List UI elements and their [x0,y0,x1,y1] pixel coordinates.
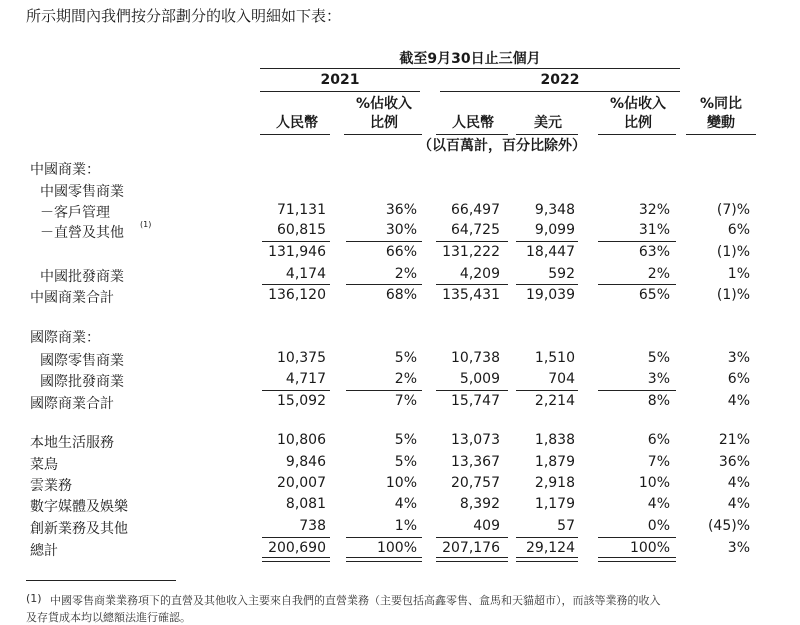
subtotal-underline [516,537,578,538]
col-rmb-2021: 人民幣 [276,115,318,131]
cell-value: 18,447 [526,244,575,260]
cell-value: 4,174 [285,266,326,282]
col-pct-2022-rule [598,134,676,135]
year-2021-rule [260,91,420,92]
subtotal-underline [516,284,578,285]
row-label: 中國商業合計 [30,290,114,306]
cell-value: 63% [638,244,670,260]
cell-value: 66% [385,244,417,260]
double-underline [262,557,330,562]
cell-value: 131,222 [442,244,500,260]
col-yoy [686,95,756,133]
cell-value: 100% [376,540,417,556]
cell-value: 2,918 [534,475,575,491]
subtotal-underline [346,241,422,242]
cell-value: 2% [647,266,670,282]
cell-value: 4,209 [459,266,500,282]
row-label: 菜鳥 [30,457,58,473]
cell-value: 9,846 [285,454,326,470]
cell-value: 15,747 [451,393,500,409]
row-label: 中國零售商業 [40,184,124,200]
cell-value: 4% [394,496,417,512]
subtotal-underline [436,284,508,285]
table-row [0,325,800,346]
cell-value: 3% [727,350,750,366]
intro-text: 所示期間內我們按分部劃分的收入明細如下表： [26,7,342,25]
cell-value: 4% [727,393,750,409]
subtotal-underline [598,537,676,538]
cell-value: 1,179 [534,496,575,512]
cell-value: 1% [727,266,750,282]
subtotal-underline [346,537,422,538]
table-row [0,200,800,221]
cell-value: 1,879 [534,454,575,470]
cell-value: 65% [638,287,670,303]
footnote-marker: (1) [26,592,42,605]
cell-value: 5% [394,454,417,470]
cell-value: 738 [299,518,326,534]
cell-value: (45)% [707,518,750,534]
cell-value: 8% [647,393,670,409]
subtotal-underline [262,390,330,391]
double-underline [598,557,676,562]
subtotal-underline [598,390,676,391]
cell-value: 6% [647,432,670,448]
cell-value: 4,717 [285,371,326,387]
cell-value: 66,497 [451,202,500,218]
cell-value: 2,214 [534,393,575,409]
cell-value: 7% [647,454,670,470]
period-rule [260,68,680,69]
cell-value: 7% [394,393,417,409]
cell-value: 2% [394,371,417,387]
cell-value: 5% [394,350,417,366]
cell-value: 1,510 [534,350,575,366]
col-pct-2022-text: %佔收入 比例 [609,96,667,131]
subtotal-underline [436,390,508,391]
cell-value: 4% [727,475,750,491]
year-2022: 2022 [540,72,580,88]
row-label: 國際商業合計 [30,396,114,412]
table-row [0,430,800,451]
subtotal-underline [262,537,330,538]
row-label: 中國批發商業 [40,269,124,285]
col-usd-2022-rule [516,134,578,135]
cell-value: 15,092 [277,393,326,409]
row-label: 本地生活服務 [30,435,114,451]
cell-value: 10,806 [277,432,326,448]
cell-value: 10,375 [277,350,326,366]
footnote-line-1: 中國零售商業業務項下的直營及其他收入主要來自我們的直營業務（主要包括高鑫零售、盒馬和天貓超市），而該等業務的收入 [50,594,661,607]
subtotal-underline [516,241,578,242]
table-row [0,179,800,200]
col-pct-2022 [600,95,676,133]
table-row [0,264,800,285]
table-row [0,348,800,369]
cell-value: 10% [385,475,417,491]
cell-value: 8,392 [459,496,500,512]
cell-value: 207,176 [442,540,500,556]
double-underline [436,557,508,562]
subtotal-underline [262,241,330,242]
row-label: 國際批發商業 [40,374,124,390]
cell-value: (7)% [716,202,750,218]
year-2022-rule [440,91,680,92]
row-label: 總計 [30,543,58,559]
cell-value: 1,838 [534,432,575,448]
cell-value: 8,081 [285,496,326,512]
cell-value: 9,348 [534,202,575,218]
table-row [0,494,800,515]
units-note: （以百萬計，百分比除外） [418,138,586,154]
col-pct-2021-text: %佔收入 比例 [355,96,413,131]
row-label: 數字媒體及娛樂 [30,499,128,515]
cell-value: 10,738 [451,350,500,366]
cell-value: 20,007 [277,475,326,491]
cell-value: 13,367 [451,454,500,470]
cell-value: 32% [638,202,670,218]
table-row [0,157,800,178]
cell-value: 29,124 [526,540,575,556]
cell-value: 6% [727,371,750,387]
subtotal-underline [436,241,508,242]
cell-value: 5,009 [459,371,500,387]
period-header: 截至9月30日止三個月 [399,51,541,67]
cell-value: 2% [394,266,417,282]
cell-value: 131,946 [268,244,326,260]
col-rmb-2022-rule [436,134,508,135]
cell-value: 36% [385,202,417,218]
cell-value: 5% [647,350,670,366]
row-label: 國際商業： [30,330,100,346]
cell-value: 31% [638,222,670,238]
col-rmb-2021-rule [260,134,330,135]
row-label: －客戶管理 [40,205,110,221]
cell-value: 1% [394,518,417,534]
cell-value: 5% [394,432,417,448]
cell-value: 30% [385,222,417,238]
table-row [0,473,800,494]
cell-value: 3% [647,371,670,387]
cell-value: 136,120 [268,287,326,303]
cell-value: 9,099 [534,222,575,238]
cell-value: 19,039 [526,287,575,303]
subtotal-underline [436,537,508,538]
table-row [0,285,800,306]
row-label: 國際零售商業 [40,353,124,369]
subtotal-underline [598,241,676,242]
table-row [0,220,800,241]
cell-value: 704 [548,371,575,387]
table-row [0,516,800,537]
cell-value: 10% [638,475,670,491]
cell-value: 64,725 [451,222,500,238]
year-2021: 2021 [320,72,360,88]
subtotal-underline [346,390,422,391]
cell-value: 3% [727,540,750,556]
cell-value: 36% [718,454,750,470]
cell-value: 4% [647,496,670,512]
table-row [0,538,800,559]
col-rmb-2022: 人民幣 [452,115,494,131]
row-label: 中國商業： [30,162,100,178]
cell-value: 200,690 [268,540,326,556]
col-pct-2021-rule [344,134,422,135]
cell-value: 0% [647,518,670,534]
cell-value: 592 [548,266,575,282]
footnote-ref: (1) [140,220,152,229]
cell-value: (1)% [716,244,750,260]
table-row [0,452,800,473]
footnote-rule [26,580,176,581]
cell-value: 68% [385,287,417,303]
cell-value: 135,431 [442,287,500,303]
row-label: 雲業務 [30,478,72,494]
cell-value: 13,073 [451,432,500,448]
cell-value: 21% [718,432,750,448]
footnote-line-2: 及存貨成本均以總額法進行確認。 [26,611,191,624]
cell-value: (1)% [716,287,750,303]
cell-value: 409 [473,518,500,534]
row-label: －直營及其他 [40,225,124,241]
col-usd-2022: 美元 [534,115,562,131]
subtotal-underline [516,390,578,391]
cell-value: 20,757 [451,475,500,491]
cell-value: 100% [629,540,670,556]
cell-value: 57 [557,518,575,534]
cell-value: 4% [727,496,750,512]
subtotal-underline [346,284,422,285]
cell-value: 6% [727,222,750,238]
col-pct-2021 [346,95,422,133]
subtotal-underline [262,284,330,285]
col-yoy-text: %同比 變動 [699,96,743,131]
table-row [0,391,800,412]
col-yoy-rule [686,134,756,135]
double-underline [516,557,578,562]
cell-value: 71,131 [277,202,326,218]
table-row [0,242,800,263]
row-label: 創新業務及其他 [30,521,128,537]
subtotal-underline [598,284,676,285]
cell-value: 60,815 [277,222,326,238]
double-underline [346,557,422,562]
table-row [0,369,800,390]
